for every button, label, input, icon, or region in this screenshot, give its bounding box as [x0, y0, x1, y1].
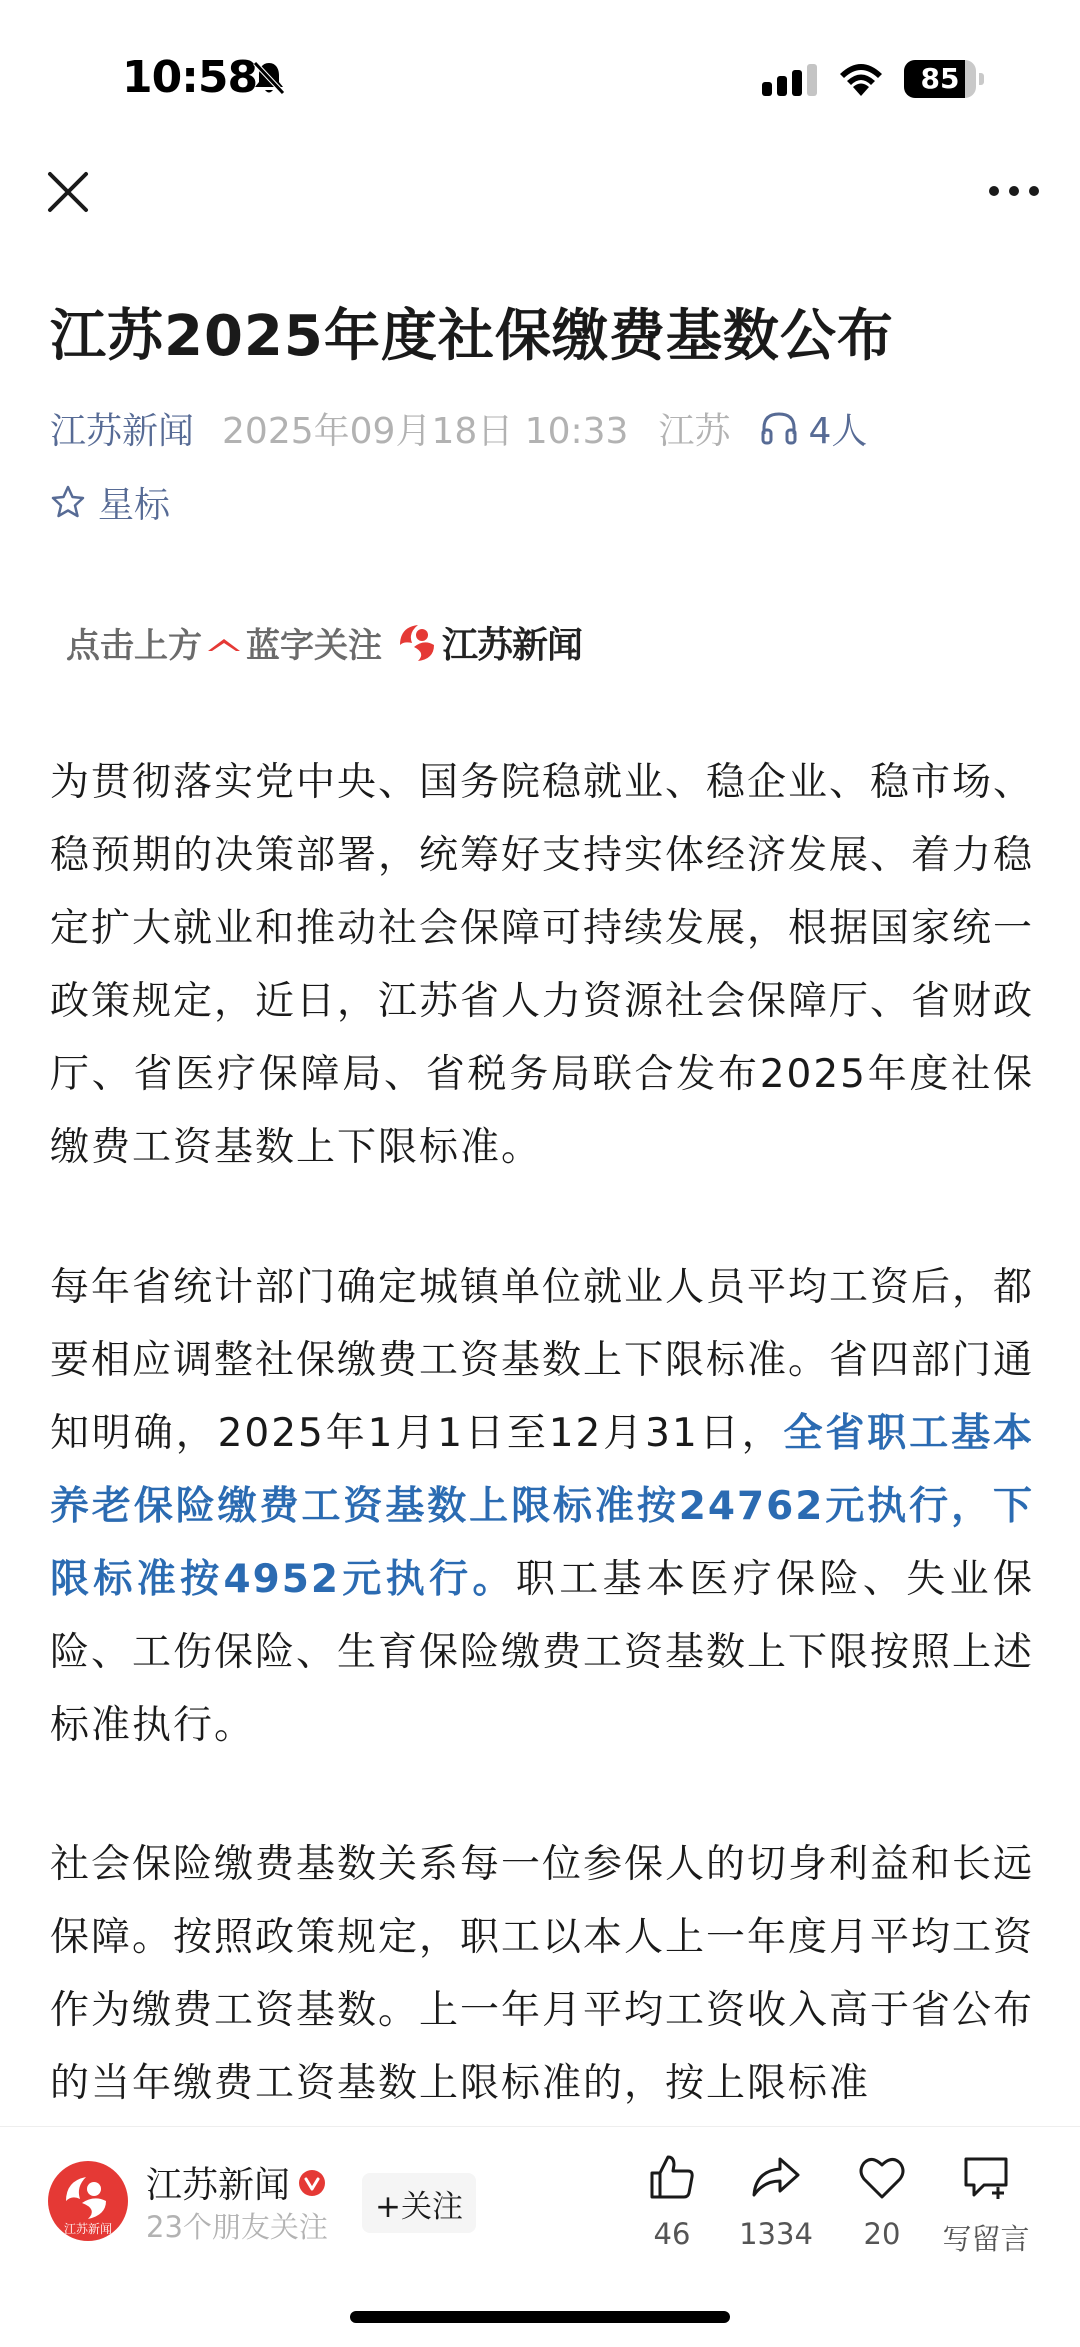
- share-button[interactable]: [716, 2151, 836, 2251]
- bell-slash-icon: [252, 60, 286, 96]
- paragraph-2-lead: 每年省统计部门确定城镇单位就业人员平均工资后，都要相应调整社保缴费工资基数上下限标准。省四部门通知明确，2025年1月1日至12月31日，: [50, 1265, 1035, 1456]
- paragraph-3: 社会保险缴费基数关系每一位参保人的切身利益和长远保障。按照政策规定，职工以本人上一年度月平均工资作为缴费工资基数。上一年月平均工资收入高于省公布的当年缴费工资基数上限标准的，按上限标准: [50, 1842, 1035, 2106]
- article-meta: [50, 400, 867, 456]
- account-name[interactable]: [146, 2157, 326, 2208]
- account-name-text: 江苏新闻: [146, 2165, 291, 2206]
- banner-text-2: 蓝字关注: [246, 625, 382, 666]
- comment-button[interactable]: [926, 2151, 1046, 2258]
- follow-button[interactable]: +关注: [362, 2173, 476, 2233]
- source-link[interactable]: 江苏新闻: [50, 410, 195, 452]
- share-icon: [750, 2151, 802, 2203]
- avatar-logo-icon: [48, 2161, 128, 2241]
- share-count: 1334: [739, 2217, 813, 2251]
- paragraph-2: [50, 1251, 1034, 1762]
- listen-button[interactable]: [760, 403, 867, 454]
- comment-label: 写留言: [942, 2222, 1030, 2256]
- friends-following-count: 23个朋友关注: [146, 2210, 328, 2244]
- paragraph-2-tail: 职工基本医疗保险、失业保险、工伤保险、生育保险缴费工资基数上下限按照上述标准执行。: [50, 1557, 1035, 1748]
- like-count: 46: [653, 2217, 691, 2251]
- highlighted-standard: 全省职工基本养老保险缴费工资基数上限标准按24762元执行，下限标准按4952元执行。: [50, 1411, 1034, 1602]
- up-arrow-icon: [206, 631, 242, 653]
- listener-count: 4人: [808, 410, 868, 452]
- verified-icon: [298, 2169, 326, 2197]
- battery-level: 85: [920, 62, 960, 95]
- comment-icon: [960, 2151, 1012, 2203]
- star-button[interactable]: [50, 474, 170, 530]
- avatar[interactable]: [48, 2161, 128, 2241]
- headphone-icon: [760, 410, 798, 446]
- close-icon[interactable]: [44, 168, 92, 216]
- avatar-text: 江苏新闻: [63, 2222, 113, 2236]
- article-title: 江苏2025年度社保缴费基数公布: [50, 304, 894, 369]
- more-icon[interactable]: [984, 176, 1044, 206]
- publish-date: 2025年09月18日 10:33: [222, 410, 629, 452]
- banner-logo-text: 江苏新闻: [442, 624, 583, 666]
- publish-region: 江苏: [658, 410, 731, 452]
- favorite-count: 20: [863, 2217, 901, 2251]
- home-indicator[interactable]: [350, 2311, 730, 2323]
- favorite-button[interactable]: [822, 2151, 942, 2251]
- wifi-icon: [836, 60, 886, 98]
- jiangsu-news-logo-icon: [394, 619, 440, 665]
- like-button[interactable]: [612, 2151, 732, 2251]
- battery-icon: [904, 60, 984, 98]
- star-label: 星标: [98, 484, 171, 526]
- thumbs-up-icon: [646, 2151, 698, 2203]
- paragraph-1: 为贯彻落实党中央、国务院稳就业、稳企业、稳市场、稳预期的决策部署，统筹好支持实体经济发展、着力稳定扩大就业和推动社会保障可持续发展，根据国家统一政策规定，近日，江苏省人力资源社会保障厅、省财政厅、省医疗保障局、省税务局联合发布2025年度社保缴费工资基数上下限标准。: [50, 760, 1035, 1170]
- star-icon: [50, 484, 86, 520]
- signal-icon: [762, 64, 818, 96]
- status-time: 10:58: [122, 52, 258, 103]
- status-bar: [0, 0, 1080, 150]
- banner-text-1: 点击上方: [66, 625, 202, 666]
- follow-banner: [66, 612, 582, 672]
- heart-icon: [856, 2151, 908, 2203]
